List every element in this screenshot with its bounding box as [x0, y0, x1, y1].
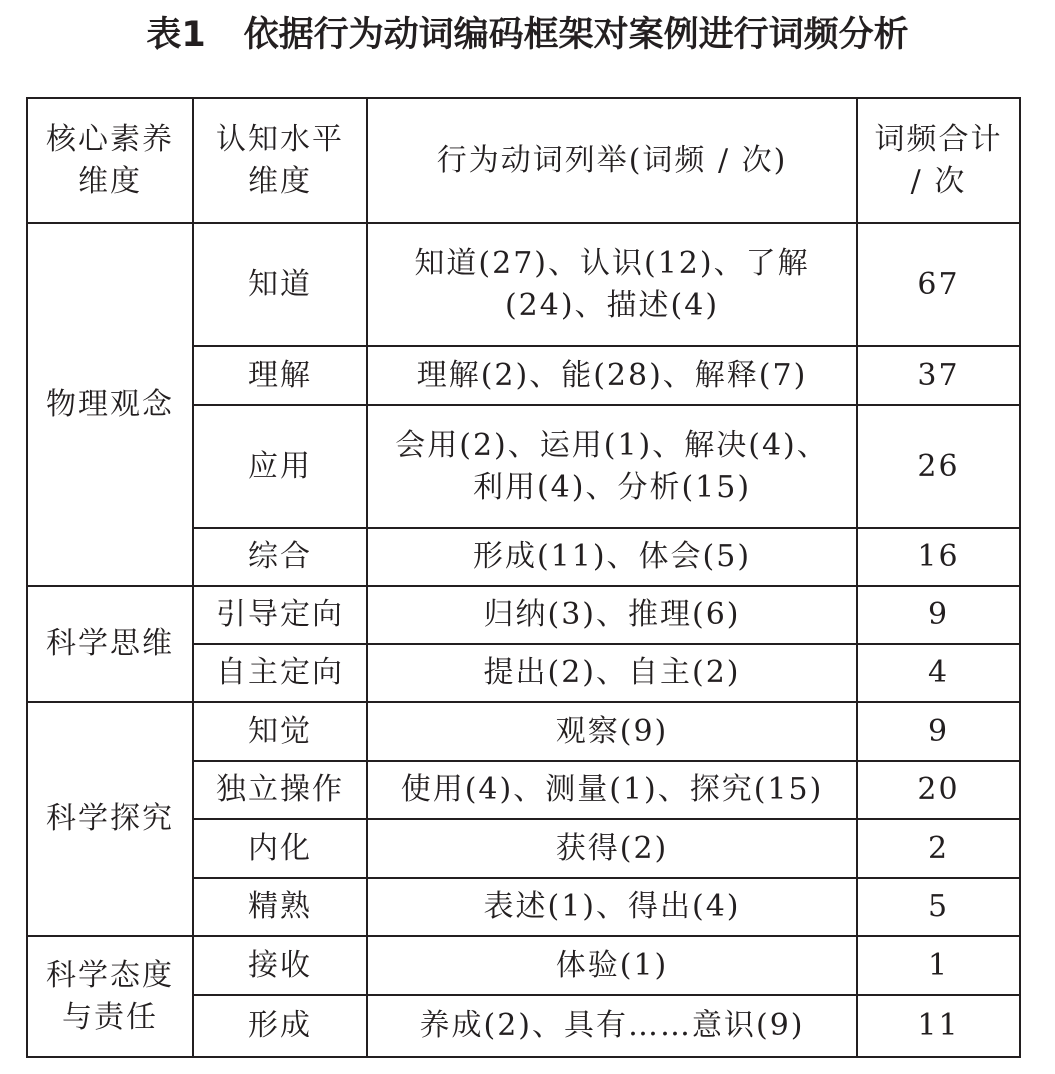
core-cell: 科学探究 [27, 702, 193, 936]
total-cell: 26 [857, 405, 1020, 528]
core-cell: 科学思维 [27, 586, 193, 702]
table-number: 表1 [146, 15, 206, 55]
total-cell: 11 [857, 995, 1020, 1057]
verbs-cell: 获得(2) [367, 819, 857, 878]
total-cell: 1 [857, 936, 1020, 995]
level-cell: 接收 [193, 936, 367, 995]
verbs-cell: 使用(4)、测量(1)、探究(15) [367, 761, 857, 819]
total-cell: 4 [857, 644, 1020, 702]
total-cell: 9 [857, 586, 1020, 644]
level-cell: 内化 [193, 819, 367, 878]
total-cell: 37 [857, 346, 1020, 405]
total-cell: 9 [857, 702, 1020, 761]
verb-frequency-table [26, 97, 1021, 1058]
verbs-cell: 理解(2)、能(28)、解释(7) [367, 346, 857, 405]
header-verbs: 行为动词列举(词频 / 次) [367, 98, 857, 223]
verbs-cell: 养成(2)、具有……意识(9) [367, 995, 857, 1057]
core-cell: 科学态度与责任 [27, 936, 193, 1057]
core-cell: 物理观念 [27, 223, 193, 586]
level-cell: 自主定向 [193, 644, 367, 702]
level-cell: 引导定向 [193, 586, 367, 644]
table-row [27, 936, 1020, 995]
level-cell: 独立操作 [193, 761, 367, 819]
table-title [0, 12, 1055, 58]
table-caption: 依据行为动词编码框架对案例进行词频分析 [243, 15, 909, 55]
level-cell: 综合 [193, 528, 367, 586]
verbs-cell: 体验(1) [367, 936, 857, 995]
total-cell: 16 [857, 528, 1020, 586]
level-cell: 知觉 [193, 702, 367, 761]
header-cognitive-level: 认知水平维度 [193, 98, 367, 223]
verbs-cell: 归纳(3)、推理(6) [367, 586, 857, 644]
total-cell: 20 [857, 761, 1020, 819]
header-row [27, 98, 1020, 223]
table-row [27, 586, 1020, 644]
table-row [27, 223, 1020, 346]
total-cell: 5 [857, 878, 1020, 936]
header-total: 词频合计 / 次 [857, 98, 1020, 223]
verbs-cell: 观察(9) [367, 702, 857, 761]
level-cell: 形成 [193, 995, 367, 1057]
level-cell: 精熟 [193, 878, 367, 936]
verbs-cell: 提出(2)、自主(2) [367, 644, 857, 702]
verbs-cell: 表述(1)、得出(4) [367, 878, 857, 936]
verbs-cell: 知道(27)、认识(12)、了解(24)、描述(4) [367, 223, 857, 346]
header-core-literacy: 核心素养维度 [27, 98, 193, 223]
table-row [27, 702, 1020, 761]
total-cell: 2 [857, 819, 1020, 878]
verbs-cell: 会用(2)、运用(1)、解决(4)、利用(4)、分析(15) [367, 405, 857, 528]
level-cell: 知道 [193, 223, 367, 346]
level-cell: 应用 [193, 405, 367, 528]
level-cell: 理解 [193, 346, 367, 405]
total-cell: 67 [857, 223, 1020, 346]
verbs-cell: 形成(11)、体会(5) [367, 528, 857, 586]
